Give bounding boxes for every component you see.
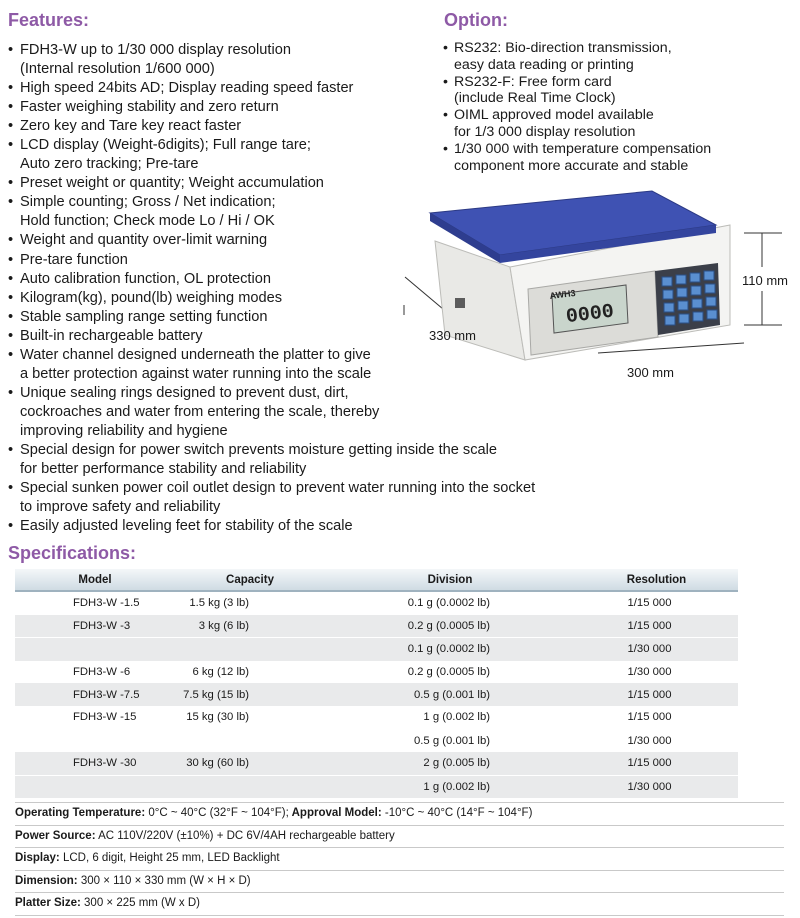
spec-line (15, 871, 784, 894)
resolution-cell: 1/30 000 (575, 638, 738, 661)
depth-dimension-label: 330 mm (429, 328, 476, 343)
resolution-cell: 1/30 000 (575, 661, 738, 684)
capacity-cell: 7.5 kg (15 lb) (175, 683, 325, 706)
feature-text: improving reliability and hygiene (20, 422, 228, 439)
model-cell (15, 638, 175, 661)
column-header-model: Model (15, 569, 175, 591)
spec-value: 300 × 110 × 330 mm (W × H × D) (77, 874, 251, 887)
feature-text: • Pre-tare function (20, 251, 128, 268)
table-row (15, 615, 738, 638)
option-text: • 1/30 000 with temperature compensation (454, 140, 712, 157)
specifications-table (15, 569, 738, 798)
option-text: • OIML approved model available (454, 107, 654, 124)
resolution-cell: 1/15 000 (575, 591, 738, 615)
weighing-scale-image (400, 185, 800, 385)
feature-text: Hold function; Check mode Lo / Hi / OK (20, 213, 275, 230)
column-header-resolution: Resolution (575, 569, 738, 591)
spec-label: Dimension: (15, 874, 78, 887)
feature-item (8, 517, 598, 536)
feature-text: • Simple counting; Gross / Net indication; (20, 194, 276, 211)
feature-text: • Faster weighing stability and zero return (20, 99, 279, 116)
specification-details (15, 802, 784, 916)
model-cell (15, 729, 175, 752)
feature-text: • Weight and quantity over-limit warning (20, 232, 268, 249)
spec-label: Operating Temperature: (15, 807, 146, 819)
spec-value: AC 110V/220V (±10%) + DC 6V/4AH rechargeable battery (95, 829, 395, 842)
feature-text: • Zero key and Tare key react faster (20, 118, 242, 135)
feature-text: • Stable sampling range setting function (20, 308, 268, 325)
division-cell: 0.2 g (0.0005 lb) (325, 615, 575, 638)
division-cell: 0.5 g (0.001 lb) (325, 683, 575, 706)
spec-line (15, 802, 784, 826)
table-row-group (15, 615, 738, 661)
table-row (15, 661, 738, 684)
lcd-reading: 0000 (564, 300, 616, 330)
division-cell: 1 g (0.002 lb) (325, 706, 575, 729)
option-item (443, 141, 798, 175)
feature-text: to improve safety and reliability (20, 499, 221, 516)
option-text: (include Real Time Clock) (454, 90, 616, 107)
option-text: • RS232: Bio-direction transmission, (454, 40, 672, 56)
feature-text: • Easily adjusted leveling feet for stability of the scale (20, 518, 353, 535)
feature-text: • High speed 24bits AD; Display reading speed faster (20, 80, 354, 97)
capacity-cell: 30 kg (60 lb) (175, 752, 325, 775)
feature-text: cockroaches and water from entering the scale, thereby (20, 403, 380, 420)
resolution-cell: 1/15 000 (575, 706, 738, 729)
option-text: easy data reading or printing (454, 56, 634, 73)
resolution-cell: 1/30 000 (575, 775, 738, 798)
option-item (443, 74, 798, 108)
capacity-cell: 15 kg (30 lb) (175, 706, 325, 729)
spec-label: Display: (15, 852, 60, 864)
division-cell: 1 g (0.002 lb) (325, 775, 575, 798)
features-heading: Features: (8, 10, 90, 30)
table-row (15, 775, 738, 798)
feature-text: • Kilogram(kg), pound(lb) weighing modes (20, 289, 283, 306)
capacity-cell: 6 kg (12 lb) (175, 661, 325, 684)
division-cell: 0.1 g (0.0002 lb) (325, 591, 575, 615)
feature-text: • Auto calibration function, OL protection (20, 270, 271, 287)
table-row (15, 638, 738, 661)
model-cell: FDH3-W -30 (15, 752, 175, 775)
spec-value: 300 × 225 mm (W x D) (80, 897, 201, 909)
column-header-division: Division (325, 569, 575, 591)
table-row (15, 683, 738, 706)
capacity-cell: 3 kg (6 lb) (175, 615, 325, 638)
model-cell: FDH3-W -1.5 (15, 591, 175, 615)
model-cell (15, 775, 175, 798)
table-row-group (15, 591, 738, 615)
table-row (15, 706, 738, 729)
option-item (443, 40, 798, 74)
feature-text: • FDH3-W up to 1/30 000 display resolution (20, 42, 291, 58)
feature-item (8, 441, 598, 479)
feature-text: • Special sunken power coil outlet design to prevent water running into the socket (20, 480, 536, 497)
feature-text: • Special design for power switch prevents moisture getting inside the scale (20, 441, 497, 458)
spec-value: LCD, 6 digit, Height 25 mm, LED Backlight (59, 852, 280, 864)
option-heading: Option: (444, 10, 508, 30)
spec-line (15, 893, 784, 916)
resolution-cell: 1/15 000 (575, 683, 738, 706)
spec-line (15, 826, 784, 849)
resolution-cell: 1/15 000 (575, 615, 738, 638)
spec-value: -10°C ~ 40°C (14°F ~ 104°F) (381, 807, 533, 819)
capacity-cell (175, 729, 325, 752)
width-dimension-label: 300 mm (627, 365, 674, 380)
spec-label: Power Source: (15, 829, 96, 842)
spec-label: Platter Size: (15, 897, 81, 909)
spec-value: 0°C ~ 40°C (32°F ~ 104°F); (145, 807, 289, 819)
division-cell: 0.1 g (0.0002 lb) (325, 638, 575, 661)
table-row (15, 591, 738, 615)
height-dimension-label: 110 mm (742, 273, 788, 288)
option-list (443, 40, 798, 174)
feature-text: a better protection against water running into the scale (20, 365, 372, 382)
feature-text: (Internal resolution 1/600 000) (20, 61, 215, 78)
feature-text: • Unique sealing rings designed to prevent dust, dirt, (20, 384, 349, 401)
option-text: • RS232-F: Free form card (454, 73, 612, 90)
feature-text: • Built-in rechargeable battery (20, 327, 203, 344)
option-item (443, 107, 798, 141)
feature-item (8, 479, 598, 517)
capacity-cell (175, 638, 325, 661)
feature-text: Auto zero tracking; Pre-tare (20, 156, 199, 173)
spec-line (15, 848, 784, 871)
feature-item (8, 384, 598, 441)
feature-text: • LCD display (Weight-6digits); Full range tare; (20, 137, 311, 154)
option-text: component more accurate and stable (454, 157, 689, 174)
division-cell: 0.5 g (0.001 lb) (325, 729, 575, 752)
model-cell: FDH3-W -3 (15, 615, 175, 638)
scale-brand: AWH3 (549, 287, 577, 301)
column-header-capacity: Capacity (175, 569, 325, 591)
table-header-row (15, 569, 738, 591)
table-row-group (15, 661, 738, 684)
spec-label: Approval Model: (288, 807, 382, 819)
division-cell: 0.2 g (0.0005 lb) (325, 661, 575, 684)
feature-text: • Preset weight or quantity; Weight accumulation (20, 175, 324, 192)
resolution-cell: 1/15 000 (575, 752, 738, 775)
scale-illustration (400, 185, 800, 385)
table-row-group (15, 752, 738, 798)
resolution-cell: 1/30 000 (575, 729, 738, 752)
model-cell: FDH3-W -15 (15, 706, 175, 729)
table-row (15, 729, 738, 752)
option-text: for 1/3 000 display resolution (454, 123, 636, 140)
capacity-cell: 1.5 kg (3 lb) (175, 591, 325, 615)
table-row-group (15, 706, 738, 752)
model-cell: FDH3-W -6 (15, 661, 175, 684)
table-row (15, 752, 738, 775)
model-cell: FDH3-W -7.5 (15, 683, 175, 706)
table-row-group (15, 683, 738, 706)
capacity-cell (175, 775, 325, 798)
division-cell: 2 g (0.005 lb) (325, 752, 575, 775)
feature-text: • Water channel designed underneath the platter to give (20, 346, 371, 363)
specifications-heading: Specifications: (8, 543, 137, 563)
feature-text: for better performance stability and reliability (20, 461, 307, 478)
